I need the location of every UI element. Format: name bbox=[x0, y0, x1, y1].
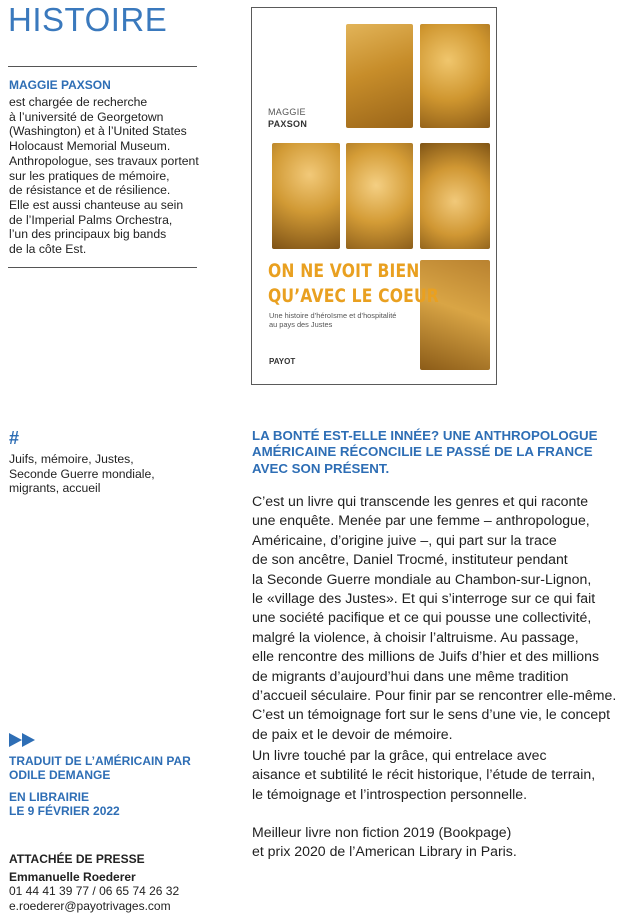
cover-photo bbox=[346, 24, 413, 128]
divider bbox=[8, 267, 197, 268]
cover-photo bbox=[420, 143, 490, 249]
keywords: Juifs, mémoire, Justes, Seconde Guerre mondiale, migrants, accueil bbox=[9, 452, 155, 495]
article-lede: LA BONTÉ EST-ELLE INNÉE? UNE ANTHROPOLOGUE AMÉRICAINE RÉCONCILIE LE PASSÉ DE LA FRANCE AVEC SON PRÉSENT. bbox=[252, 428, 598, 476]
press-contact-phone: 01 44 41 39 77 / 06 65 74 26 32 bbox=[9, 884, 180, 898]
article-paragraph: Un livre touché par la grâce, qui entrelace avec aisance et subtilité le récit historique, l’étude de terrain, le témoignage et l’introspection personnelle. bbox=[252, 747, 596, 802]
release-date: EN LIBRAIRIE LE 9 FÉVRIER 2022 bbox=[9, 790, 120, 818]
hashtag-icon: # bbox=[9, 428, 20, 448]
author-name: MAGGIE PAXSON bbox=[9, 78, 111, 92]
cover-photo bbox=[272, 143, 340, 249]
cover-publisher: PAYOT bbox=[269, 357, 296, 366]
section-title: HISTOIRE bbox=[8, 1, 168, 38]
cover-author-last: PAXSON bbox=[268, 119, 308, 129]
divider bbox=[8, 66, 197, 67]
article-awards: Meilleur livre non fiction 2019 (Bookpage) et prix 2020 de l’American Library in Paris. bbox=[252, 824, 517, 860]
cover-title-line2: QU’AVEC LE COEUR bbox=[268, 285, 439, 307]
fast-forward-icon bbox=[9, 733, 39, 747]
press-contact-name: Emmanuelle Roederer bbox=[9, 870, 136, 884]
article-paragraph: C’est un livre qui transcende les genres et qui raconte une enquête. Menée par une femme – anthropologue, Américaine, d’origine juive –, qui part sur la trace de son ancêtre, Daniel Trocmé, instituteur pendant la Seconde Guerre mondiale au Chambon-sur-Lignon, le «village des Justes». Et qui s’interroge sur ce qui fait une société pacifique et ce qui pousse une collectivité, malgré la violence, à choisir l’altruisme. Au passage, elle rencontre des millions de Juifs d’hier et des millions de migrants d’aujourd’hui dans une même tradition d’accueil séculaire. Pour finir par se rencontrer elle-même. C’est un témoignage fort sur le sens d’une vie, le concept de paix et le devoir de mémoire. bbox=[252, 493, 617, 742]
press-contact-email[interactable]: e.roederer@payotrivages.com bbox=[9, 899, 171, 913]
author-bio: est chargée de recherche à l’université de Georgetown (Washington) et à l’United States Holocaust Memorial Museum. Anthropologue, ses travaux portent sur les pratiques de mémoire, de résistance et de résilience. Elle est aussi chanteuse au sein de l’Imperial Palms Orchestra, l’un des principaux big bands de la côte Est. bbox=[9, 95, 199, 257]
cover-photo bbox=[420, 24, 490, 128]
translation-credit: TRADUIT DE L’AMÉRICAIN PAR ODILE DEMANGE bbox=[9, 754, 191, 782]
cover-subtitle: Une histoire d’héroïsme et d’hospitalité au pays des Justes bbox=[269, 311, 397, 329]
cover-title-line1: ON NE VOIT BIEN bbox=[268, 260, 420, 282]
press-contact-title: ATTACHÉE DE PRESSE bbox=[9, 852, 145, 866]
cover-photo bbox=[346, 143, 413, 249]
cover-author-first: MAGGIE bbox=[268, 107, 306, 117]
book-cover bbox=[251, 7, 497, 385]
